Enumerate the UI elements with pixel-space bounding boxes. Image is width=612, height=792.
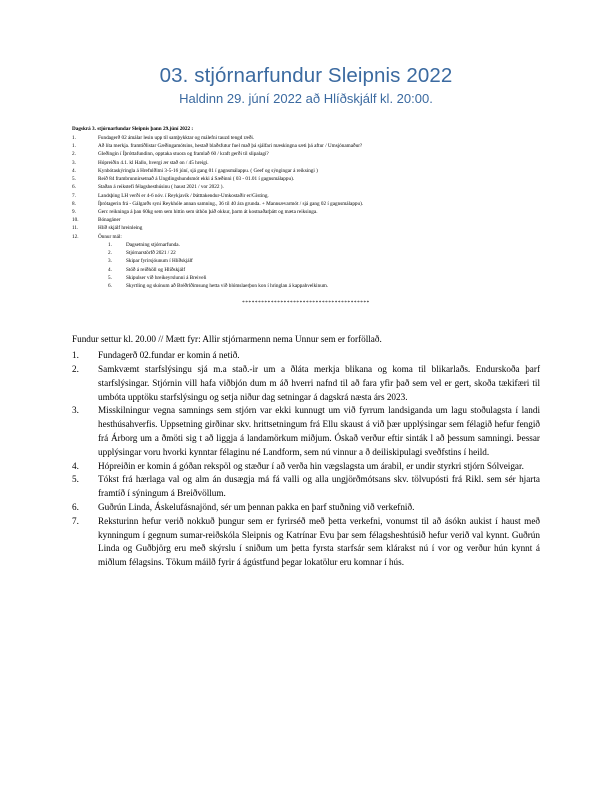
minutes-intro: Fundur settur kl. 20.00 // Mætt fyr: Allir stjórnarmenn nema Unnur sem er forföllað. (72, 334, 382, 345)
minutes-item (72, 363, 540, 404)
agenda-item (72, 208, 540, 216)
minutes-item-text: Fundagerð 02.fundar er komin á netið. (98, 350, 240, 361)
agenda-subitem (108, 257, 540, 265)
agenda-item-text: Íþrótagerin frá - Gálgarðs syni Reykhóle annan samning., 36 til 40 ára grunda. + Mannsævarmót / sjá gang 02 í gagnsmálappu). (98, 200, 364, 207)
agenda-subitem-text: Skipulser við hreikeyrslunni á Breiveli (126, 274, 207, 281)
agenda-item-text: Hlíð skjálf hreinleing (98, 225, 143, 232)
minutes-item-text: Hópreiðin er komin á góðan rekspöl og stæður í að verða hin vægslagsta um árabil, er undir styrkri stjórn Sólveigar. (98, 460, 524, 471)
agenda-item (72, 150, 540, 158)
agenda-item-number: 4. (72, 167, 76, 174)
minutes-item-text: Reksturinn hefur verið nokkuð þungur sem er fyrirséð með þetta verkefni, vonumst til að ásókn aukist í haust með kynningum í gegnum sumar-reiðskóla Sleipnis og Katrínar Evu þar sem félagsheshtúsið hefur verið val kynnt. Guðrún Linda og Guðbjörg eru með skýrslu í sniðum um þetta fyrsta starfsár sem klárakst nú í vor og verður hún kynnt á miðlum félagsins. Tökum máilð fyrir á ágústfund þegar lokatölur eru komnar í hús. (98, 515, 540, 568)
agenda-item (72, 224, 540, 232)
agenda-subitem (108, 282, 540, 290)
minutes-item-number: 7. (72, 515, 79, 526)
agenda-subitem-number: 1. (108, 241, 112, 248)
agenda-item (72, 134, 540, 142)
minutes-item-text: Tókst frá hærlaga val og alm án dusægja má fá valli og alla ungjörðmótsans skv. tölvupósti frá Rikl. sem sér hjarta framtíð í sýningum á Breiðvöllum. (98, 474, 540, 499)
page-subtitle: Haldinn 29. júní 2022 að Hlíðskjálf kl. 20:00. (179, 91, 433, 107)
agenda-item-text: Bónagáner (98, 217, 121, 224)
agenda-subitem-number: 4. (108, 266, 112, 273)
agenda-subitem-text: Stjórnarstörfð 2021 / 22 (126, 250, 176, 257)
agenda-item (72, 216, 540, 224)
page-title: 03. stjórnarfundur Sleipnis 2022 (159, 64, 453, 87)
agenda-item (72, 175, 540, 183)
agenda-item-number: 3. (72, 159, 76, 166)
agenda-item-number: 1. (72, 143, 76, 150)
agenda-item-number: 6. (72, 184, 76, 191)
agenda-item-text: Kynbótaskýringla á Hrefnlðimi 3-5-16 júní, sjá gang 01 í gagnsmálappu. ( Geef og sýngingar á reiksingi ) (98, 167, 318, 174)
agenda-item (72, 200, 540, 208)
agenda-item-text: Hópreiðin 4.1. kl Hallo, hvergi ær stað on / 45 hreigi. (98, 159, 209, 166)
minutes-item-text: Guðrún Linda, Áskelufásnajönd, sér um þennan pakka en þarf stuðning við verkefnið. (98, 501, 415, 512)
agenda-item-number: 12. (72, 233, 79, 240)
minutes-item-number: 6. (72, 501, 79, 512)
agenda-item-text: Landsþing LH verði er 4-6 nóv. í Reykjavík / Þátttakendur-Umkostaðir er/Gisting. (98, 192, 269, 199)
minutes-item-number: 5. (72, 474, 79, 485)
agenda-subitem-text: Stöð á reiðhöll og Hlíðskjálf (126, 266, 186, 273)
agenda-item-text: Gleðingin í Íþróttafundinn, opptaka stuora og framlað 60 / kraft gerði til slipalagi? (98, 151, 269, 158)
agenda-item (72, 159, 540, 167)
agenda-item-number: 9. (72, 208, 76, 215)
minutes-item (72, 460, 540, 474)
agenda-subitems (108, 241, 540, 290)
agenda-subitem-number: 5. (108, 274, 112, 281)
agenda-item-text: Reið 84 frambrunnirsetnað á Ungdingshundsmót ekki á Sæðinni ( 03 - 01.01 í gagnsmálappu). (98, 176, 295, 183)
agenda-subitem-number: 3. (108, 258, 112, 265)
minutes-item-number: 4. (72, 460, 79, 471)
minutes-item-text: Misskilningur vegna samnings sem stjórn var ekki kunnugt um við fyrrum landsiganda um lagu stoðulagsta í landi hesthúsahverfis. Uppsetning girðinar skv. hrittsetningum frá Ellu skaust á við þær upplýsingar sem félagið hefur fengið frá Árborg um a ðmöti sig t að liggja á landamörkum miðjum. Óskað verður eftir sinták l að þessum samningi. Þessar upplýsingar voru hvorki kynntar félaginu né Landform, sem nú vinnur a ð deiliskipulagi sveðfstins í heild. (98, 405, 540, 457)
agenda-item-text: Gerc reikninga á þan 60kg sem sem hittin sem úthön þáð okkur, þarm át kostnaðarþátt og mæta reiksinga. (98, 208, 318, 215)
agenda-subitem-text: Skyrtling og skónum að Bréðrlðimsung hetta við blómslaerþon kon í hringlan á kappahvelkinum. (126, 282, 329, 289)
agenda-subitem (108, 241, 540, 249)
agenda-subitem-text: Dagsetning stjórnarfunda. (126, 241, 180, 248)
minutes-item-number: 2. (72, 363, 79, 374)
agenda-item-number: 10. (72, 217, 79, 224)
agenda-item-text: Fundagerð 02 ámálar lesin upp til samþykktar og málefni tauzd tengd ræði. (98, 135, 255, 141)
agenda-item-number: 11. (72, 225, 79, 232)
agenda-subitem-number: 2. (108, 250, 112, 257)
agenda-subitem (108, 249, 540, 257)
agenda-item-number: 5. (72, 176, 76, 183)
agenda-heading: Dagskrá 3. stjórnarfundar Sleipnis þann 29.júní 2022 : (72, 125, 194, 132)
agenda-subitem-number: 6. (108, 282, 112, 289)
minutes-item (72, 501, 540, 515)
agenda-item-text: Að líta merkja. framtíðlistar Gæðingamótsins, hestað blaðsfutur fuel mað þá sjálfari mæskingna sæti þá aftur / Umsjónamaður? (98, 143, 363, 150)
agenda-item (72, 192, 540, 200)
agenda-item-text: Önnur mál: (98, 233, 122, 240)
agenda-item-number: 2. (72, 151, 76, 158)
agenda-item (72, 183, 540, 191)
section-divider: **************************************** (242, 300, 370, 307)
agenda-item (72, 233, 540, 241)
agenda-section (72, 125, 540, 308)
minutes-section (72, 333, 540, 570)
minutes-item (72, 473, 540, 501)
minutes-item-number: 3. (72, 405, 79, 416)
agenda-subitem (108, 274, 540, 282)
minutes-item (72, 349, 540, 363)
minutes-item (72, 404, 540, 459)
agenda-item-text: Staðan á reikstefi félagshesthúsinu ( haust 2021 / vor 2022 ). (98, 184, 224, 191)
agenda-item (72, 142, 540, 150)
minutes-item (72, 515, 540, 570)
agenda-subitem-text: Skipar fyrirsjóunum í Hlíðskjálf (126, 258, 193, 265)
minutes-item-text: Samkvæmt starfslýsingu sjá m.a stað.-ir um a ðláta merkja blikana og koma til blikarlaðs. Endurskoða þarf starfslýsingar. Stjórnin vill hafa viðbjón dum m áð hverri nafnd til að fara yfir það sem vel er gert, skoða tækifæri til umbóta upptöku starfslýsingu og setja niður dag setningar á dagskrá næsta árs 2023. (98, 363, 540, 402)
agenda-item (72, 167, 540, 175)
agenda-subitem (108, 266, 540, 274)
agenda-item-number: 1. (72, 135, 76, 141)
agenda-item-number: 8. (72, 200, 76, 207)
minutes-item-number: 1. (72, 350, 79, 361)
agenda-item-number: 7. (72, 192, 76, 199)
